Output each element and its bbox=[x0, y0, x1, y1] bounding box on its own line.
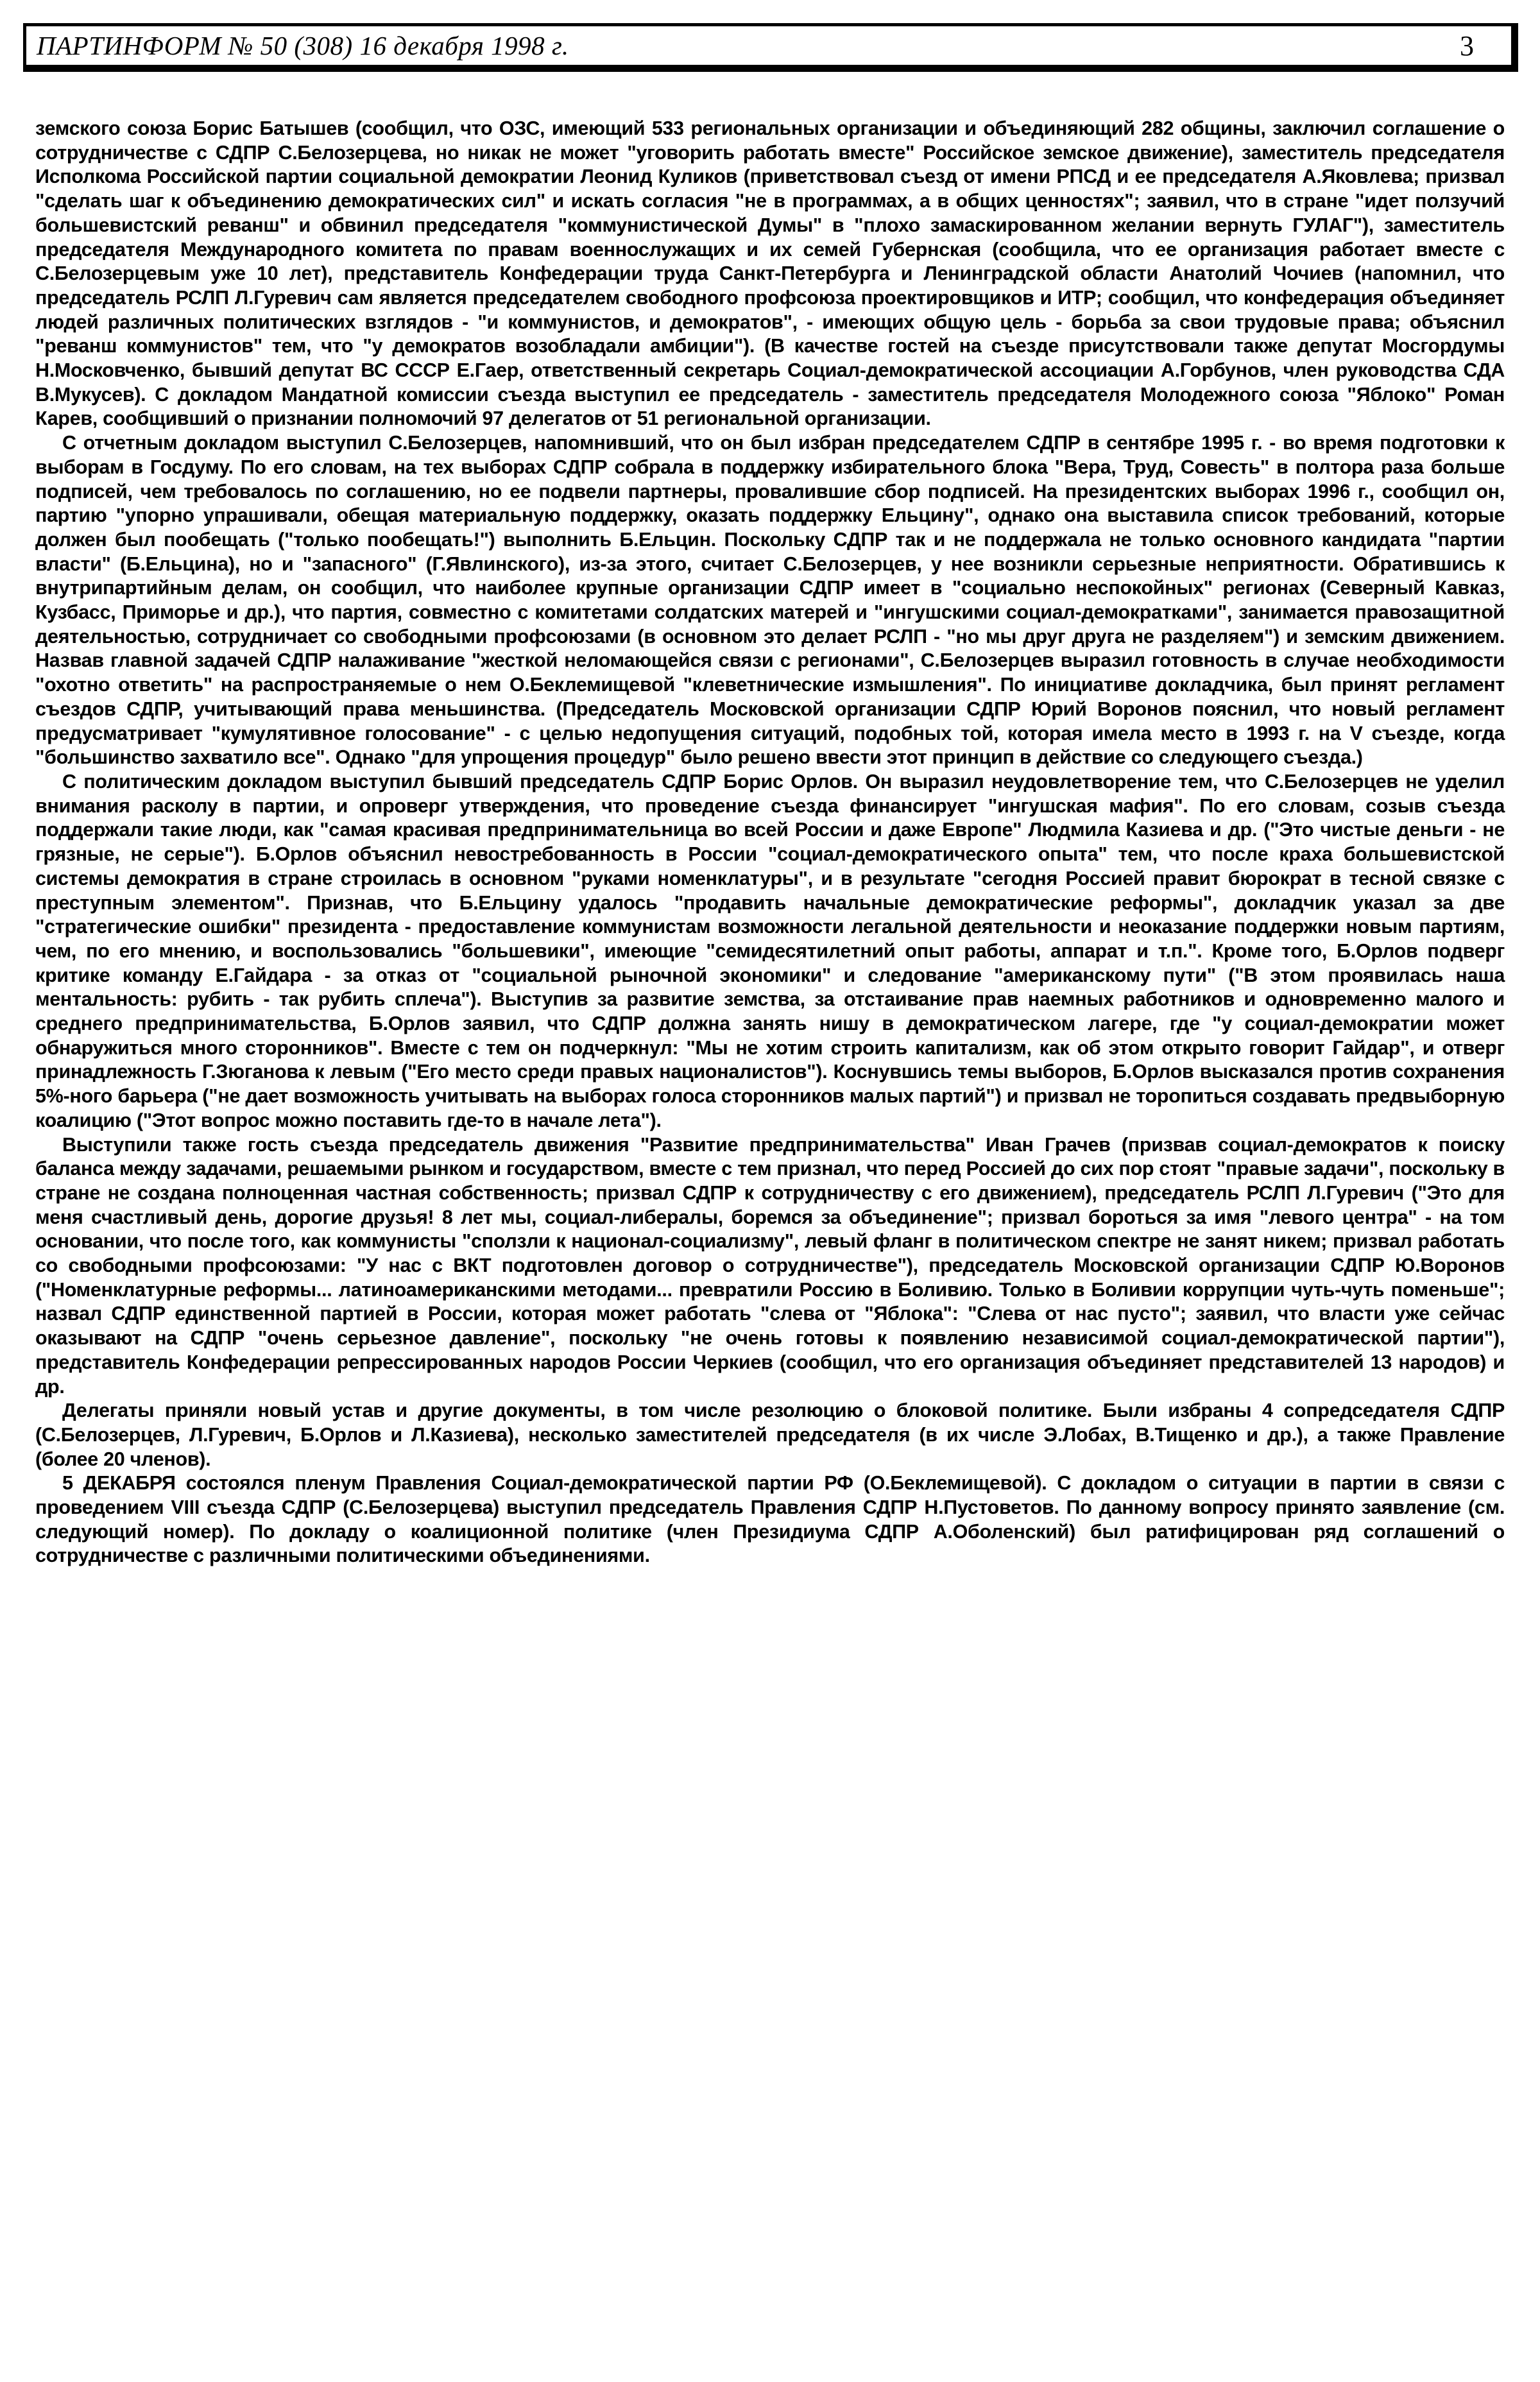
paragraph: Выступили также гость съезда председатель движения "Развитие предпринимательства" Иван Грачев (призвав социал-демократов к поиску баланса между задачами, решаемыми рынком и государством, вместе с тем признал, что перед Россией до сих пор стоят "правые задачи", поскольку в стране не создана полноценная частная собственность; призвал СДПР к сотрудничеству с его движением), председатель РСЛП Л.Гуревич ("Это для меня счастливый день, дорогие друзья! 8 лет мы, социал-либералы, боремся за объединение"; призвал бороться за имя "левого центра" - на том основании, что после того, как коммунисты "сползли к национал-социализму", левый фланг в политическом спектре не занят никем; призвал работать со свободными профсоюзами: "У нас с ВКТ подготовлен договор о сотрудничестве"), председатель Московской организации СДПР Ю.Воронов ("Номенклатурные реформы... латиноамериканскими методами... превратили Россию в Боливию. Только в Боливии коррупции чуть-чуть поменьше"; назвал СДПР единственной партией в России, которая может работать "слева от "Яблока": "Слева от нас пусто"; заявил, что власти уже сейчас оказывают на СДПР "очень серьезное давление", поскольку "не очень готовы к появлению независимой социал-демократической партии"), представитель Конфедерации репрессированных народов России Черкиев (сообщил, что его организация объединяет представителей 13 народов) и др. bbox=[35, 1133, 1505, 1398]
page-header bbox=[23, 23, 1518, 72]
paragraph: Делегаты приняли новый устав и другие документы, в том числе резолюцию о блоковой политике. Были избраны 4 сопредседателя СДПР (С.Белозерцев, Л.Гуревич, Б.Орлов и Л.Казиева), несколько заместителей председателя (в их числе Э.Лобах, В.Тищенко и др.), а также Правление (более 20 членов). bbox=[35, 1400, 1505, 1470]
page-number: 3 bbox=[1460, 30, 1474, 62]
paragraph: С политическим докладом выступил бывший председатель СДПР Борис Орлов. Он выразил неудовлетворение тем, что С.Белозерцев не уделил внимания расколу в партии, и опроверг утверждения, что проведение съезда финансирует "ингушская мафия". По его словам, созыв съезда поддержали такие люди, как "самая красивая предпринимательница во всей России и даже Европе" Людмила Казиева и др. ("Это чистые деньги - не грязные, не серые"). Б.Орлов объяснил невостребованность в России "социал-демократического опыта" тем, что после краха большевистской системы демократия в стране строилась в основном "руками номенклатуры", и в результате "сегодня Россией правит бюрократ в тесной связке с преступным элементом". Признав, что Б.Ельцину удалось "продавить начальные демократические реформы", докладчик указал за две "стратегические ошибки" президента - предоставление коммунистам возможности легальной деятельности и неоказание поддержки новым партиям, чем, по его мнению, и воспользовались "большевики", имеющие "семидесятилетний опыт работы, аппарат и т.п.". Кроме того, Б.Орлов подверг критике команду Е.Гайдара - за отказ от "социальной рыночной экономики" и следование "американскому пути" ("В этом проявилась наша ментальность: рубить - так рубить сплеча"). Выступив за развитие земства, за отстаивание прав наемных работников и одновременно малого и среднего предпринимательства, Б.Орлов заявил, что СДПР должна занять нишу в демократическом лагере, где "у социал-демократии может обнаружиться много сторонников". Вместе с тем он подчеркнул: "Мы не хотим строить капитализм, как об этом открыто говорит Гайдар", и отверг принадлежность Г.Зюганова к левым ("Его место среди правых националистов"). Коснувшись темы выборов, Б.Орлов высказался против сохранения 5%-ного барьера ("не дает возможность учитывать на выборах голоса сторонников малых партий") и призвал не торопиться создавать предвыборную коалицию ("Этот вопрос можно поставить где-то в начале лета"). bbox=[35, 770, 1505, 1131]
paragraph: земского союза Борис Батышев (сообщил, что ОЗС, имеющий 533 региональных организации и объединяющий 282 общины, заключил соглашение о сотрудничестве с СДПР С.Белозерцева, но никак не может "уговорить работать вместе" Российское земское движение), заместитель председателя Исполкома Российской партии социальной демократии Леонид Куликов (приветствовал съезд от имени РПСД и ее председателя А.Яковлева; призвал "сделать шаг к объединению демократических сил" и искать согласия "не в программах, а в общих ценностях"; заявил, что в стране "идет ползучий большевистский реванш" и обвинил председателя "коммунистической Думы" в "плохо замаскированном желании вернуть ГУЛАГ"), заместитель председателя Международного комитета по правам военнослужащих и их семей Губернская (сообщила, что ее организация работает вместе с С.Белозерцевым уже 10 лет), представитель Конфедерации труда Санкт-Петербурга и Ленинградской области Анатолий Чочиев (напомнил, что председатель РСЛП Л.Гуревич сам является председателем свободного профсоюза проектировщиков и ИТР; сообщил, что конфедерация объединяет людей различных политических взглядов - "и коммунистов, и демократов", - имеющих общую цель - борьба за свои трудовые права; объяснил "реванш коммунистов" тем, что "у демократов возобладали амбиции"). (В качестве гостей на съезде присутствовали также депутат Мосгордумы Н.Московченко, бывший депутат ВС СССР Е.Гаер, ответственный секретарь Социал-демократической ассоциации А.Горбунов, член руководства СДА В.Мукусев). С докладом Мандатной комиссии съезда выступил ее председатель - заместитель председателя Молодежного союза "Яблоко" Роман Карев, сообщивший о признании полномочий 97 делегатов от 51 региональной организации. bbox=[35, 117, 1505, 430]
article-body bbox=[35, 117, 1505, 1568]
paragraph: 5 ДЕКАБРЯ состоялся пленум Правления Социал-демократической партии РФ (О.Беклемищевой). С докладом о ситуации в партии в связи с проведением VIII съезда СДПР (С.Белозерцева) выступил председатель Правления СДПР Н.Пустоветов. По данному вопросу принято заявление (см. следующий номер). По докладу о коалиционной политике (член Президиума СДПР А.Оболенский) был ратифицирован ряд соглашений о сотрудничестве с различными политическими объединениями. bbox=[35, 1472, 1505, 1567]
newsletter-masthead: ПАРТИНФОРМ № 50 (308) 16 декабря 1998 г. bbox=[37, 31, 569, 60]
paragraph: С отчетным докладом выступил С.Белозерцев, напомнивший, что он был избран председателем СДПР в сентябре 1995 г. - во время подготовки к выборам в Госдуму. По его словам, на тех выборах СДПР собрала в поддержку избирательного блока "Вера, Труд, Совесть" в полтора раза больше подписей, чем требовалось по соглашению, но ее подвели партнеры, провалившие сбор подписей. На президентских выборах 1996 г., сообщил он, партию "упорно упрашивали, обещая материальную поддержку, оказать поддержку Ельцину", однако она выставила список требований, которые должен был пообещать ("только пообещать!") выполнить Б.Ельцин. Поскольку СДПР так и не поддержала не только основного кандидата "партии власти" (Б.Ельцина), но и "запасного" (Г.Явлинского), из-за этого, считает С.Белозерцев, у нее возникли серьезные неприятности. Обратившись к внутрипартийным делам, он сообщил, что наиболее крупные организации СДПР имеет в "социально неспокойных" регионах (Северный Кавказ, Кузбасс, Приморье и др.), что партия, совместно с комитетами солдатских матерей и "ингушскими социал-демократками", занимается правозащитной деятельностью, сотрудничает со свободными профсоюзами (в основном это делает РСЛП - "но мы друг друга не разделяем") и земским движением. Назвав главной задачей СДПР налаживание "жесткой неломающейся связи с регионами", С.Белозерцев выразил готовность в случае необходимости "охотно ответить" на распространяемые о нем О.Беклемищевой "клеветнические измышления". По инициативе докладчика, был принят регламент съездов СДПР, учитывающий права меньшинства. (Председатель Московской организации СДПР Юрий Воронов пояснил, что новый регламент предусматривает "кумулятивное голосование" - с целью недопущения ситуаций, подобных той, которая имела место в 1993 г. на V съезде, когда "большинство захватило все". Однако "для упрощения процедур" было решено ввести этот принцип в действие со следующего съезда.) bbox=[35, 432, 1505, 769]
